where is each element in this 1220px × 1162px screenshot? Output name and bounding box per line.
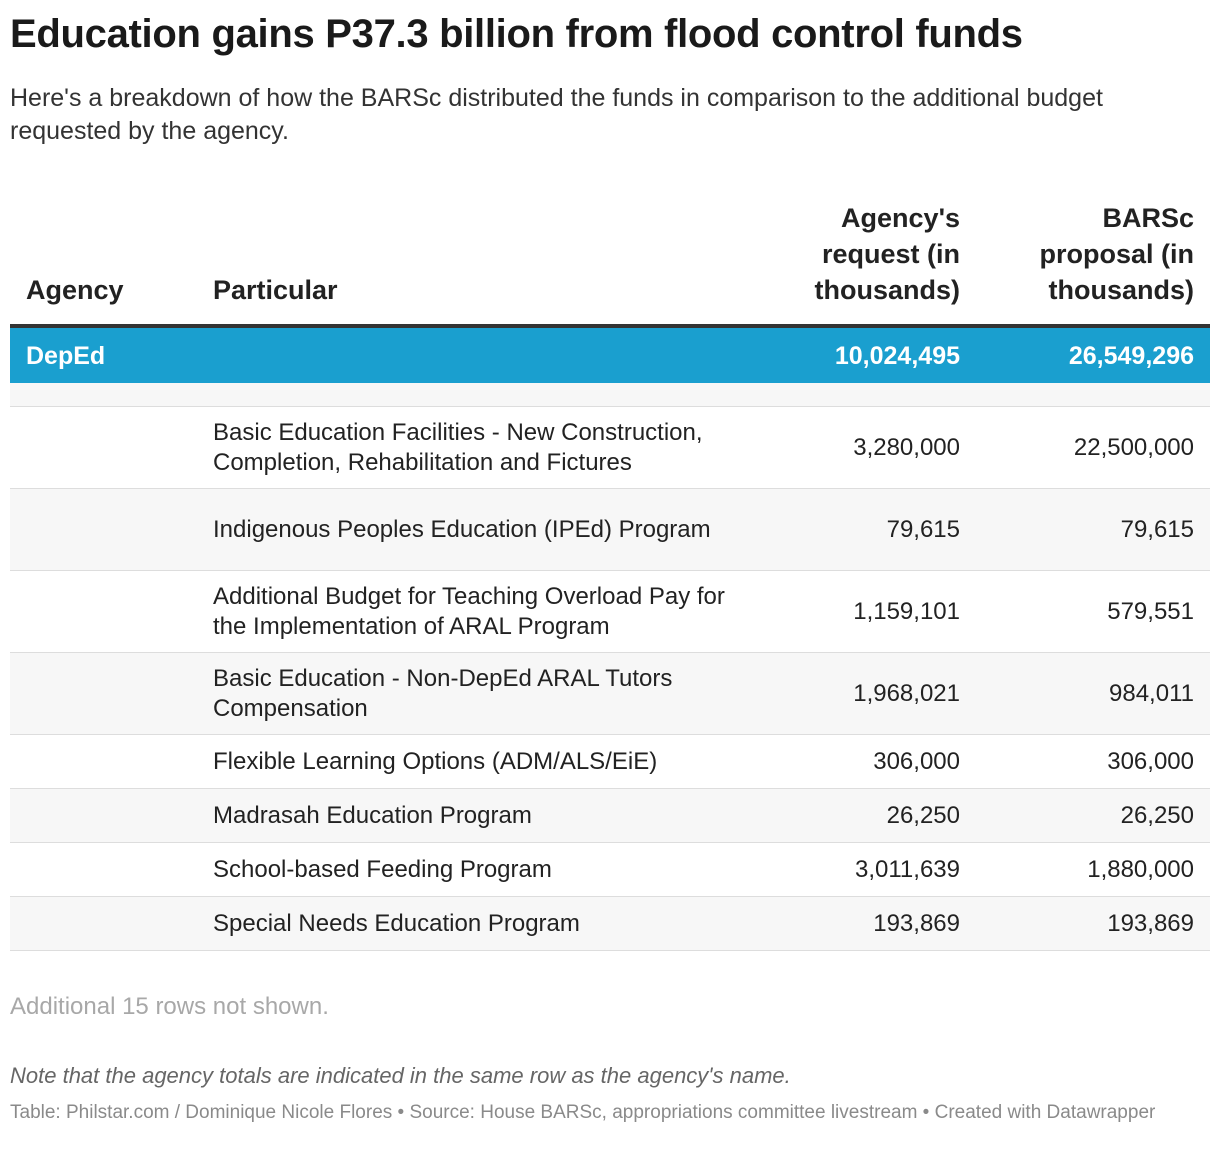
cell-request: 26,250 bbox=[886, 801, 960, 829]
table-row bbox=[10, 735, 1210, 789]
cell-particular: School-based Feeding Program bbox=[213, 855, 552, 883]
cell-particular: Flexible Learning Options (ADM/ALS/EiE) bbox=[213, 747, 658, 775]
data-table bbox=[10, 200, 1210, 951]
table-spacer-row bbox=[10, 383, 1210, 407]
table-header bbox=[10, 200, 1210, 328]
group-row-deped bbox=[10, 328, 1210, 383]
table-row bbox=[10, 789, 1210, 843]
cell-particular: Additional Budget for Teaching Overload Pay for the Implementation of ARAL Program bbox=[213, 582, 725, 640]
cell-request: 3,280,000 bbox=[853, 433, 960, 461]
more-rows-note: Additional 15 rows not shown. bbox=[10, 993, 329, 1020]
cell-proposal: 79,615 bbox=[1120, 515, 1194, 543]
group-agency: DepEd bbox=[26, 341, 106, 370]
cell-proposal: 193,869 bbox=[1107, 909, 1194, 937]
chart-title: Education gains P37.3 billion from flood control funds bbox=[10, 12, 1023, 56]
table-row bbox=[10, 843, 1210, 897]
cell-request: 193,869 bbox=[873, 909, 960, 937]
table-row bbox=[10, 489, 1210, 571]
header-agency-request[interactable]: Agency's request (in thousands) bbox=[814, 203, 960, 305]
cell-particular: Madrasah Education Program bbox=[213, 801, 532, 829]
cell-proposal: 22,500,000 bbox=[1073, 433, 1194, 461]
cell-request: 306,000 bbox=[873, 747, 960, 775]
source-footer: Table: Philstar.com / Dominique Nicole Flores • Source: House BARSc, appropriations committee livestream • Created with Datawrapper bbox=[10, 1102, 1156, 1123]
cell-particular: Indigenous Peoples Education (IPEd) Program bbox=[213, 515, 711, 543]
cell-proposal: 984,011 bbox=[1109, 679, 1194, 707]
header-agency[interactable]: Agency bbox=[26, 275, 124, 305]
cell-proposal: 1,880,000 bbox=[1087, 855, 1194, 883]
cell-particular: Basic Education - Non-DepEd ARAL Tutors Compensation bbox=[213, 664, 673, 722]
table-row bbox=[10, 897, 1210, 951]
table-note: Note that the agency totals are indicated in the same row as the agency's name. bbox=[10, 1063, 791, 1088]
header-barsc-proposal[interactable]: BARSc proposal (in thousands) bbox=[1039, 203, 1194, 305]
table-row bbox=[10, 653, 1210, 735]
cell-request: 3,011,639 bbox=[855, 855, 960, 883]
cell-particular: Basic Education Facilities - New Construction, Completion, Rehabilitation and Fictures bbox=[213, 418, 703, 476]
cell-request: 79,615 bbox=[886, 515, 960, 543]
group-request-total: 10,024,495 bbox=[834, 341, 960, 370]
cell-proposal: 26,250 bbox=[1120, 801, 1194, 829]
header-particular[interactable]: Particular bbox=[213, 275, 338, 305]
cell-particular: Special Needs Education Program bbox=[213, 909, 580, 937]
group-proposal-total: 26,549,296 bbox=[1068, 341, 1194, 370]
table-row bbox=[10, 571, 1210, 653]
cell-proposal: 306,000 bbox=[1107, 747, 1194, 775]
cell-request: 1,159,101 bbox=[853, 597, 960, 625]
chart-subtitle: Here's a breakdown of how the BARSc distributed the funds in comparison to the additional budget requested by the agency. bbox=[10, 84, 1103, 145]
cell-proposal: 579,551 bbox=[1107, 597, 1194, 625]
cell-request: 1,968,021 bbox=[853, 679, 960, 707]
table-row bbox=[10, 407, 1210, 489]
